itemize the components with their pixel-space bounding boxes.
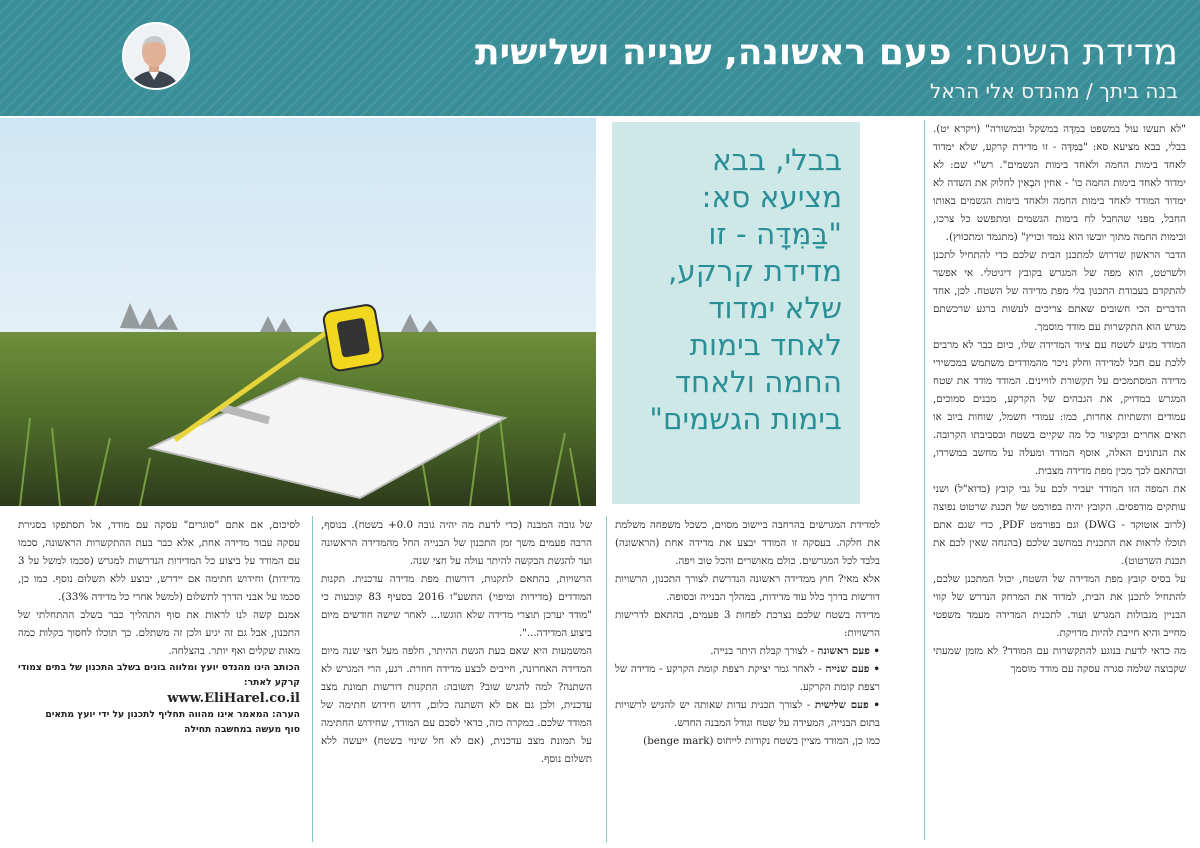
article-subtitle: בנה ביתך / מהנדס אלי הראל	[930, 79, 1178, 103]
credit-line: הכותב הינו מהנדס יועץ ומלווה בונים בשלב התכנון של בתים צמודי קרקע לאתר:	[18, 662, 300, 688]
article-column-bottom-3	[18, 516, 300, 842]
paragraph: המשמעות היא שאם בעת הגשת ההיתר, חלפה מעל חצי שנה מיום המדידה האחרונה, חייבים לבצע מדידה חוזרת. רגע, הרי המגרש לא השתנה? למה להגיש שוב? תשובה: התקנות דורשות תמונת מצב עדכנית, ולכן גם אם לא השתנה כלום, דרוש חידוש חתימה של המודד שלכם. במקרה כזה, כדאי לסכם עם המודד, שחידוש החתימה על תמונת מצב עדכנית, (אם לא חל שינוי בשטח) ייעשה ללא תשלום נוסף.	[321, 645, 592, 765]
bullet-item	[615, 660, 880, 696]
paragraph: אמנם קשה לנו לראות את סוף התהליך כבר בשלב ההתחלתי של התכנון, אבל גם זה יגיע ולכן זה משתלם. כך תוכלו לחסוך בקלות כמה מאות שקלים ואף יותר. בהצלחה.	[18, 609, 300, 657]
author-photo	[122, 22, 190, 90]
bullet-label: • פעם ראשונה	[817, 645, 880, 657]
title-main: פעם ראשונה, שנייה ושלישית	[474, 32, 952, 73]
paragraph: את המפה הזו המודד יעביר לכם על גבי קובץ (בדוא"ל) ושני עותקים מודפסים. הקובץ יהיה בפורמט של תכנת שרטוט נפוצה (לרוב אוטוקד - DWG) וגם בפורמט PDF, כדי שגם אתם תוכלו לראות את התכנית במחשב שלכם (בהנחה שאין לכם את תכנת השרטוט).	[933, 483, 1187, 567]
credit-note: הערה: המאמר אינו מהווה תחליף לתכנון על ידי יועץ מתאים	[45, 709, 300, 720]
paragraph: הרשויות, בהתאם לתקנות, דורשות מפת מדידה עדכנית. תקנות המודדים (מדידות ומיפוי) התשע"ו 2016 בסעיף 83 קובעות כי "מודד יערכן תוצרי מדידה שלא הוגשו... לאחר שישה חודשים מיום ביצוע המדידה...".	[321, 573, 592, 639]
bullet-text: - לצורך תכנית עדות שאותה יש להגיש לרשויות בתום הבנייה, המעידה על שטח וגודל המבנה החדש.	[615, 699, 880, 729]
paragraph: כמו כן, המודד מציין בשטח נקודות לייחוס (benge mark)	[643, 735, 880, 747]
paragraph: על בסיס קובץ מפת המדידה של השטח, יכול המתכנן שלכם, להתחיל לתכנן את הבית, למדוד את המרחק הנדרש של קווי הבניין מגבולות המגרש ועוד. לתכנית המדידה מעמד משפטי מחייב והיא חייבת להיות מדויקת.	[933, 573, 1186, 639]
credit-tagline: סוף מעשה במחשבה תחילה	[184, 724, 300, 735]
paragraph: מה כדאי לדעת בנוגע להתקשרות עם המודד? לא מזמן שמעתי שקבוצה שלמה סגרה עסקה עם מודד מוסמך	[933, 645, 1186, 675]
field-photo	[0, 118, 596, 506]
paragraph: מדידה בשטח שלכם נצרכת לפחות 3 פעמים, בהתאם לדרישות הרשויות:	[615, 609, 880, 639]
title-prefix: מדידת השטח:	[963, 32, 1178, 73]
article-column-right	[924, 120, 1186, 840]
article-column-middle	[606, 516, 880, 842]
bullet-item	[615, 642, 880, 660]
paragraph: לסיכום, אם אתם "סוגרים" עסקה עם מודד, אל תסתפקו בסגירת עסקה עבור מדידה אחת, אלא כבר בעת ההתקשרות הראשונה, סכמו עם המודד על ביצוע כל המדידות הנדרשות למגרש (סכמו למשל על 3 מדידות) וחידוש חתימה אם יידרש, יבוצע ללא תשלום נוסף. כמו כן, סכמו על אבני הדרך לתשלום (למשל אחרי כל מדידה 33%).	[18, 519, 300, 603]
article-column-bottom-2	[312, 516, 592, 842]
article-title	[298, 30, 1178, 76]
pull-quote-box	[612, 122, 860, 504]
measuring-tape-photo	[0, 118, 596, 506]
bullet-text: - לצורך קבלת היתר בנייה.	[710, 645, 818, 657]
paragraph: למדידת המגרשים בהרחבה ביישוב מסוים, כשכל משפחה משלמת את חלקה. בעסקה זו המודד יבצע את מדידה אחת (הראשונה) בלבד לכל המגרשים. כולם מאושרים והכל טוב ויפה.	[615, 519, 880, 567]
bullet-label: • פעם שנייה	[825, 663, 880, 675]
paragraph: אלא מאי? חוץ ממדידה ראשונה הנדרשת לצורך התכנון, הרשויות דורשות בדרך כלל עוד מדידות, במהלך הבנייה ובסופה.	[615, 573, 880, 603]
paragraph: "לא תעשו עול במשפט במִדָּה במשקל ובמשורה" (ויקרא יט). בבלי, בבא מציעא סא: "בַּמִּדָּה - זו מדידת קרקע, שלא ימדוד לאחד בימות החמה ולאחד בימות הגשמים". רש"י שם: לא ימדוד לאחד בימות החמה כו' - אחין הבָאִין לחלוק את השדה לא ימדוד המודד לאחד בימות החמה ולאחד בימות הגשמים באותו החבל, מפני שהחבל לח בימות הגשמים ומתפשט כל צרכו, ובימות החמה מתוך יובשו הוא נגמד וכויץ" (מתגמד ומתכווץ).	[933, 123, 1186, 243]
paragraph: המודד מגיע לשטח עם ציוד המדידה שלו, כיום כבר לא מרבים ללכת עם חבל למדידה וחלק ניכר מהמודדים משתמש במכשירי מדידה המסתמכים על תקשורת לוויינים. המודד מודד את שטח המגרש במדויק, את הגבהים של הקרקע, מבנים סמוכים, עמודים ותשתיות אחרות, כמו: עמודי חשמל, שוחות ביוב או תאים אחרים ובקיצור כל מה שקיים בשטח ובסביבתו הקרובה. את הנתונים האלה, אוסף המודד ומעלה על מחשב במשרדו, ובהתאם לכך מכין מפת מדידה מצבית.	[933, 339, 1186, 477]
bullet-text: - לאחר גמר יציקת רצפת קומת הקרקע - מדידה של רצפת קומת הקרקע.	[615, 663, 880, 693]
author-credits	[18, 660, 300, 737]
bullet-item	[615, 696, 880, 732]
website-link[interactable]: www.EliHarel.co.il	[167, 691, 300, 706]
pull-quote: בבלי, בבא מציעא סא: "בַּמִּדָּה - זו מדידת קרקע, שלא ימדוד לאחד בימות החמה ולאחד בימות הגשמים"	[649, 143, 842, 436]
paragraph: הדבר הראשון שדרוש למתכנן הבית שלכם כדי להתחיל לתכנן ולשרטט, הוא מפה של המגרש בקובץ דיגיטלי. אי אפשר להתקדם בעבודת התכנון בלי מפת מדידה של השטח. לכן, אחד הדברים הכי חשובים שאתם צריכים לעשות ברגע שרכשתם מגרש הוא התקשרות עם מודד מוסמך.	[933, 249, 1186, 333]
bullet-label: • פעם שלישית	[814, 699, 880, 711]
paragraph: של גובה המבנה (כדי לדעת מה יהיה גובה 0.0+ בשטח). בנוסף, הרבה פעמים משך זמן התכנון של הבנייה החל מהמדידה הראשונה ועד להגשת הבקשה להיתר עולה על חצי שנה.	[321, 519, 592, 567]
article-header	[0, 0, 1200, 116]
